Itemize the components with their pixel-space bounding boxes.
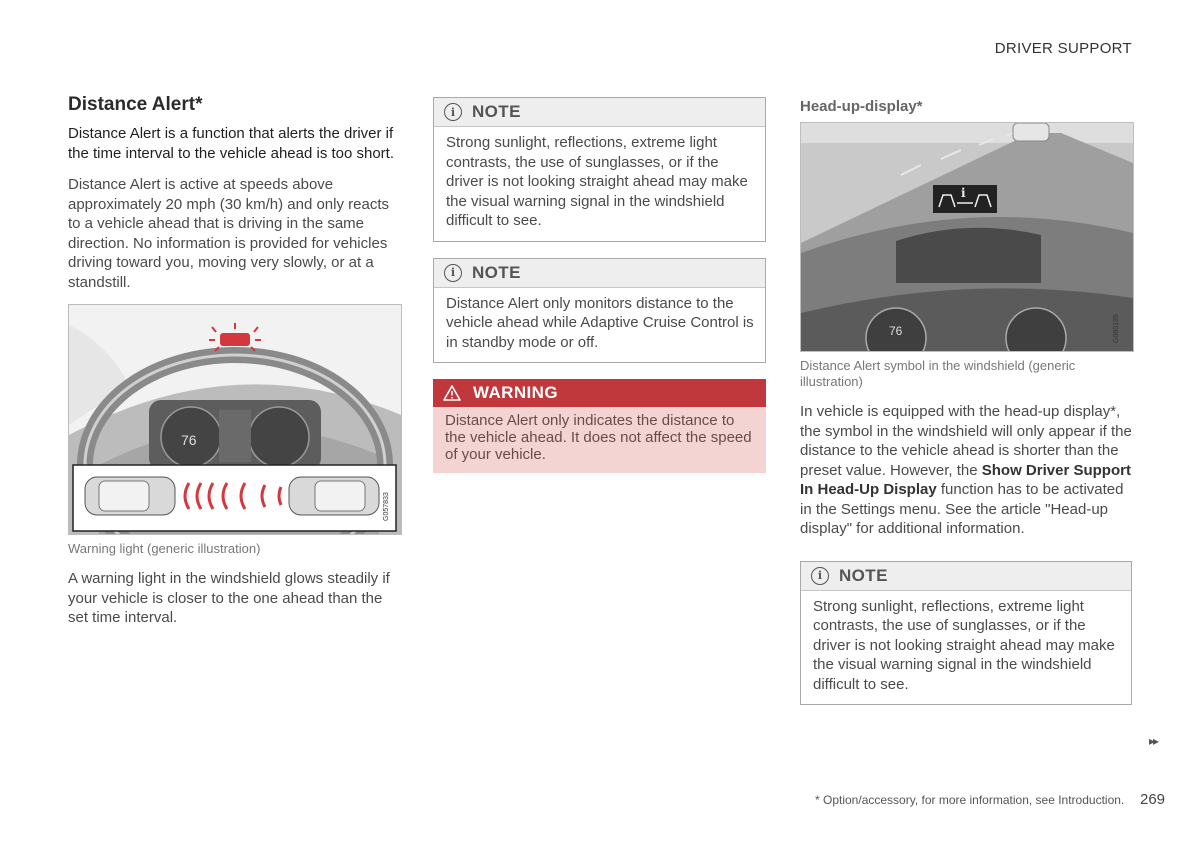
note-box (433, 97, 766, 242)
info-icon: i (444, 103, 462, 121)
body-paragraph-activation: Distance Alert is active at speeds above approximately 20 mph (30 km/h) and only reacts to a vehicle ahead that is driving in the same direction. No information is provided for vehicles driving toward you, moving very slowly, or at a standstill. (68, 176, 389, 291)
lead-paragraph: Distance Alert is a function that alerts the driver if the time interval to the vehicle ahead is too short. (68, 125, 395, 162)
hud-text-end: function has to be activated in the Settings menu. See the article "Head-up display" for additional information. (800, 481, 1124, 537)
head-up-display-illustration (800, 122, 1134, 352)
vehicle-ahead-icon (1013, 123, 1049, 141)
note-label: NOTE (839, 565, 888, 585)
speed-readout: 76 (181, 432, 197, 448)
info-icon: i (811, 567, 829, 585)
note-box (433, 258, 766, 364)
speed-readout: 76 (889, 324, 903, 338)
figure-code: G057833 (383, 492, 390, 521)
body-paragraph-warning-light: A warning light in the windshield glows steadily if your vehicle is closer to the one ahead than the set time interval. (68, 570, 390, 626)
column-middle (433, 97, 766, 489)
body-paragraph-hud (800, 402, 1132, 539)
figure-code: G060195 (1113, 314, 1120, 343)
warning-header (433, 379, 766, 407)
column-left (68, 94, 400, 640)
note-header (434, 259, 765, 288)
info-icon: i (444, 264, 462, 282)
note-text: Distance Alert only monitors distance to the vehicle ahead while Adaptive Cruise Control is in standby mode or off. (446, 294, 754, 351)
note-label: NOTE (472, 102, 521, 121)
hud-windshield-illustration (801, 123, 1133, 351)
warning-text: Distance Alert only indicates the distance to the vehicle ahead. It does not affect the speed of your vehicle. (433, 407, 766, 473)
note-text: Strong sunlight, reflections, extreme light contrasts, the use of sunglasses, or if the driver is not looking straight ahead may make the visual warning signal in the windshield difficult to see. (813, 597, 1115, 693)
svg-text:i: i (961, 186, 966, 200)
warning-light-icon (220, 333, 250, 346)
subsection-title: Head-up-display* (800, 98, 923, 115)
note-header (434, 98, 765, 127)
warning-box (433, 379, 766, 473)
rear-car-icon (85, 477, 175, 515)
front-car-icon (289, 477, 379, 515)
column-right (800, 98, 1132, 721)
page-number: 269 (1140, 791, 1166, 808)
warning-triangle-icon (443, 385, 461, 401)
note-header (801, 562, 1131, 591)
page-title: Distance Alert* (68, 94, 203, 115)
note-box (800, 561, 1132, 706)
warning-label: WARNING (473, 383, 558, 402)
footnote: * Option/accessory, for more information, see Introduction. (815, 793, 1125, 807)
double-chevron-right-icon[interactable]: ▸▸ (1149, 734, 1158, 748)
figure-caption: Distance Alert symbol in the windshield (generic illustration) (800, 358, 1076, 389)
note-label: NOTE (472, 262, 521, 282)
section-header: DRIVER SUPPORT (994, 40, 1132, 57)
hud-text-start: In vehicle is equipped with the head-up display*, the symbol in the windshield will only appear if the distance to the vehicle ahead is shorter than the preset value. However, the (800, 403, 1132, 479)
note-text: Strong sunlight, reflections, extreme light contrasts, the use of sunglasses, or if the driver is not looking straight ahead may make the visual warning signal in the windshield difficult to see. (446, 134, 748, 229)
figure-caption: Warning light (generic illustration) (68, 541, 261, 556)
dashboard-illustration (69, 305, 401, 534)
setting-name: Show Driver Support In Head-Up Display (800, 461, 1131, 498)
warning-light-illustration (68, 304, 402, 535)
